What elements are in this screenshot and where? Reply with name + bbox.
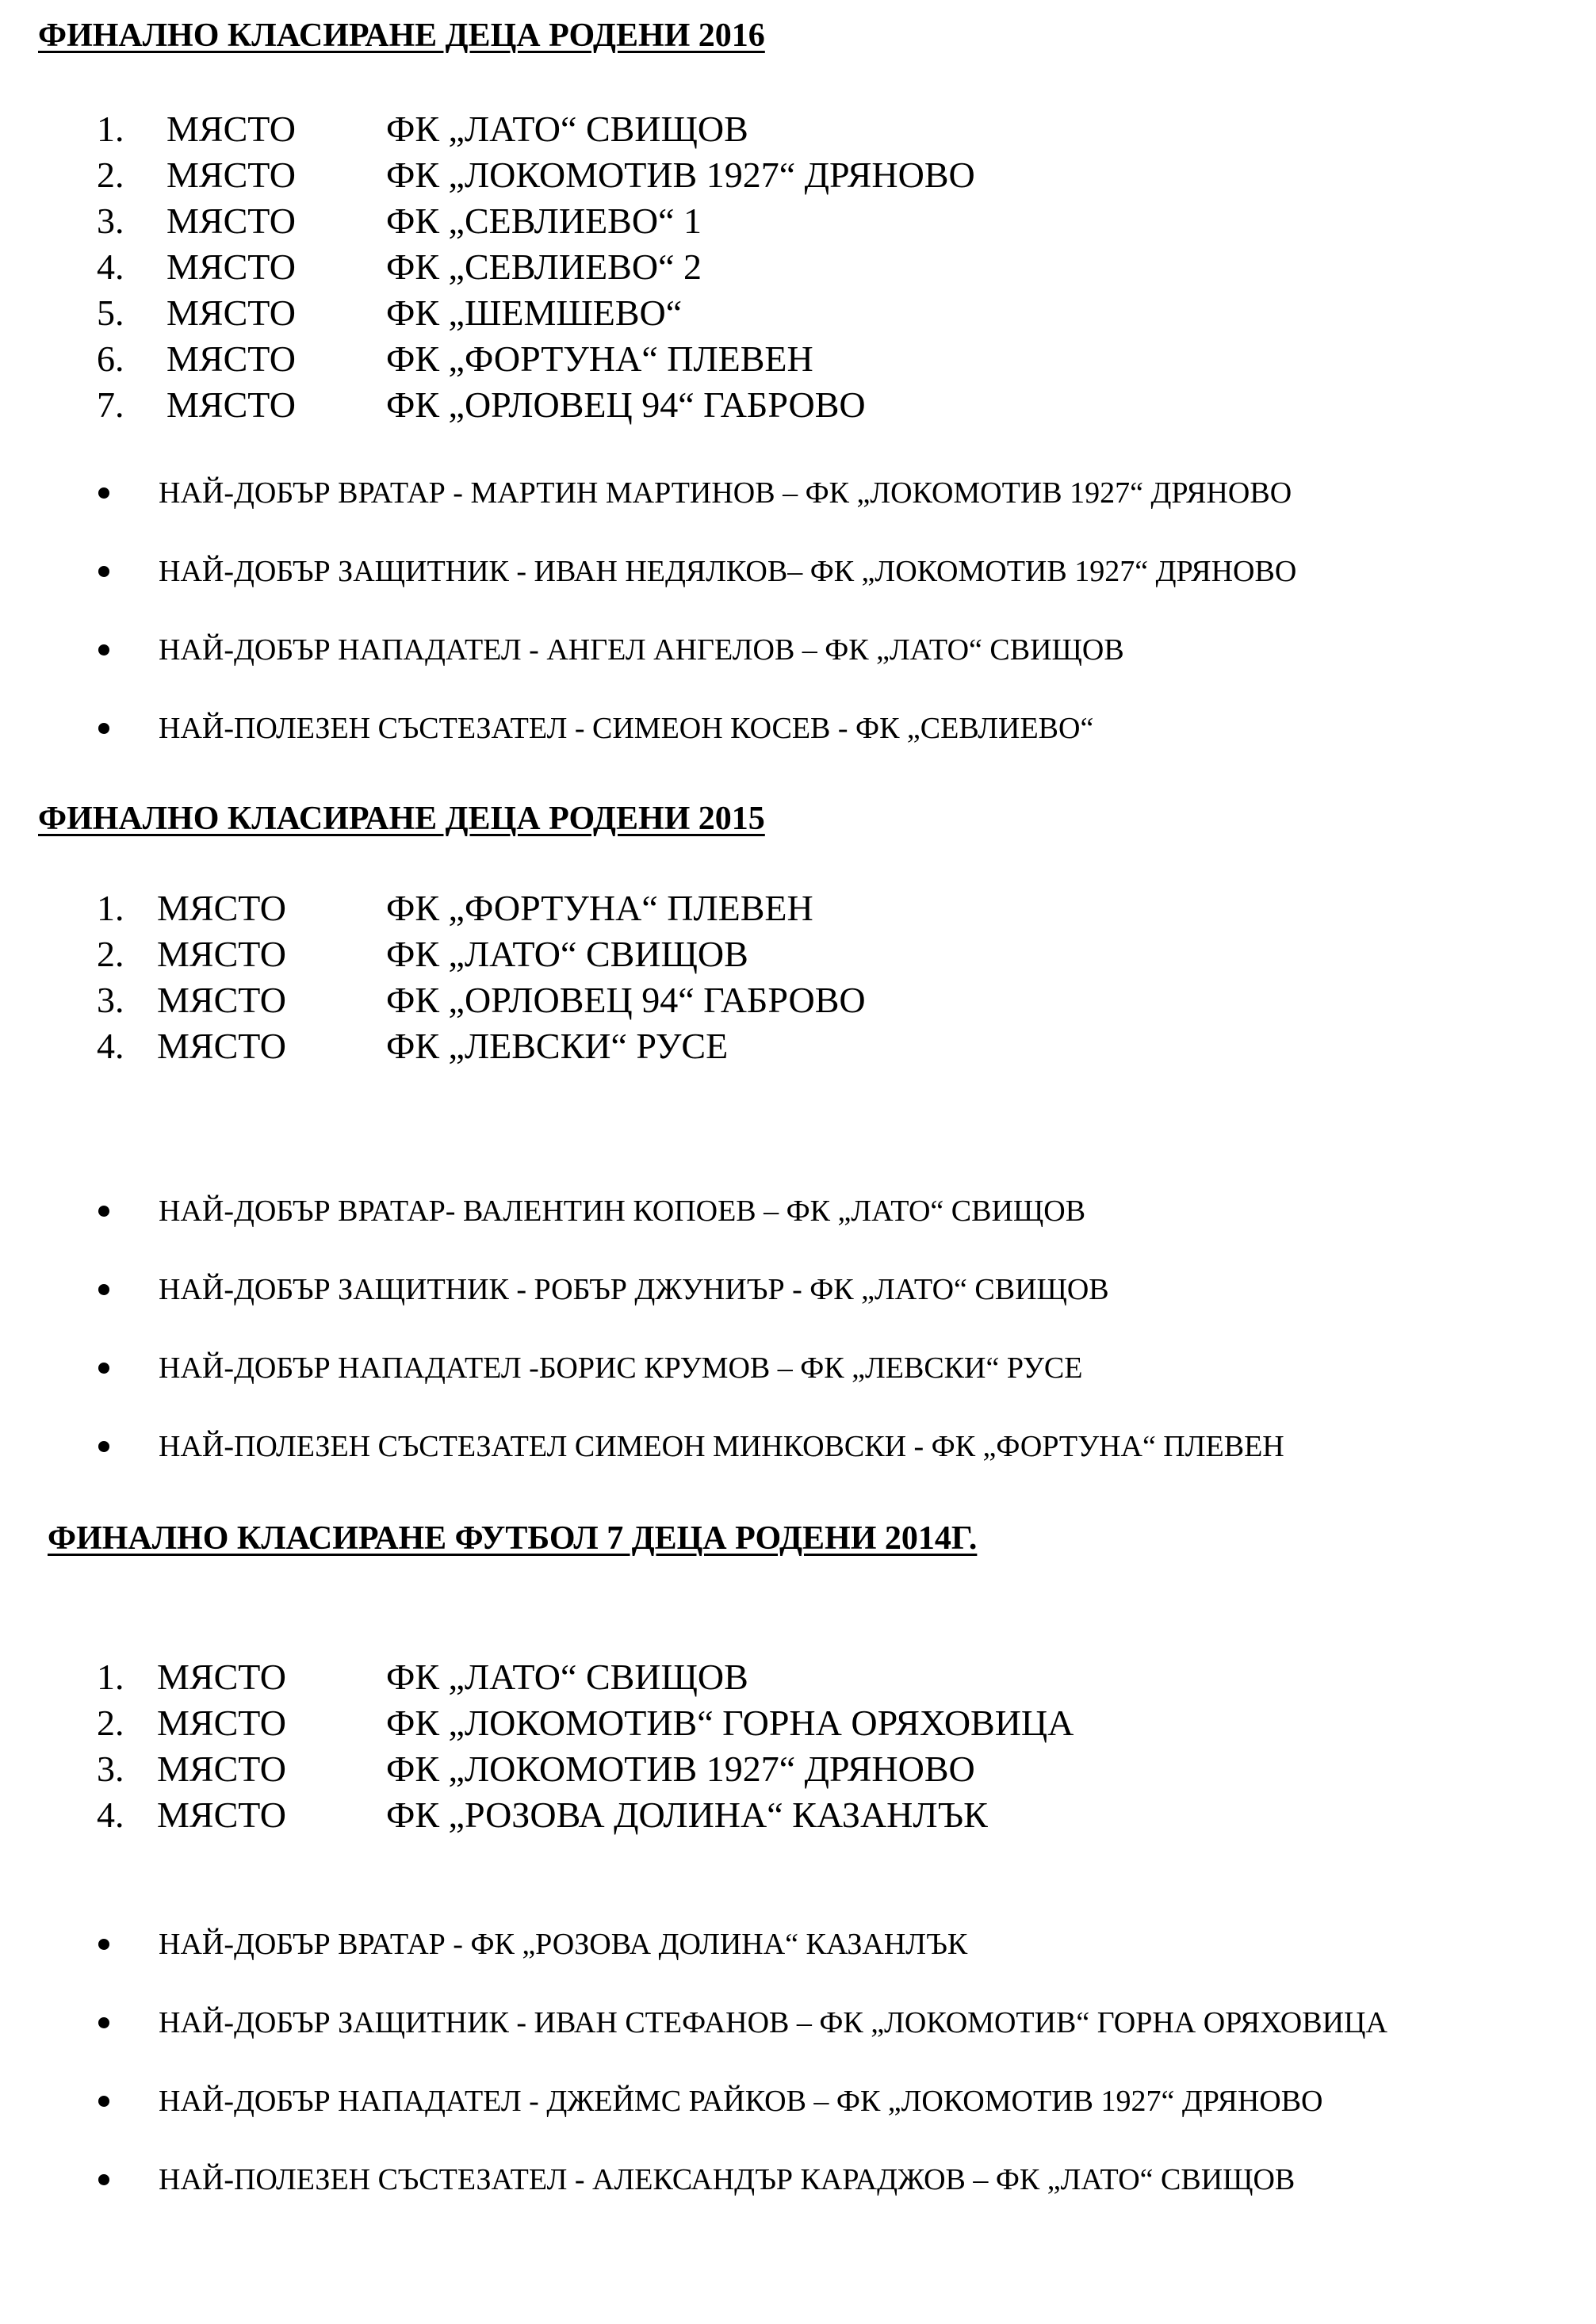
rank-team: ФК „ЛОКОМОТИВ“ ГОРНА ОРЯХОВИЦА [386, 1703, 1074, 1743]
section-title: ФИНАЛНО КЛАСИРАНЕ ФУТБОЛ 7 ДЕЦА РОДЕНИ 2014Г. [48, 1520, 978, 1557]
bullet-icon [98, 566, 109, 577]
rank-place-label: МЯСТО [166, 201, 296, 241]
rank-team: ФК „СЕВЛИЕВО“ 2 [386, 247, 702, 287]
section-title: ФИНАЛНО КЛАСИРАНЕ ДЕЦА РОДЕНИ 2016 [38, 17, 765, 54]
bullet-icon [98, 723, 109, 734]
rank-place-label: МЯСТО [157, 980, 286, 1020]
rank-number: 6. [97, 338, 124, 379]
award-text: НАЙ-ДОБЪР НАПАДАТЕЛ - ДЖЕЙМС РАЙКОВ – ФК „ЛОКОМОТИВ 1927“ ДРЯНОВО [159, 2085, 1323, 2118]
rank-team: ФК „ФОРТУНА“ ПЛЕВЕН [386, 338, 813, 379]
bullet-icon [98, 644, 109, 656]
rank-place-label: МЯСТО [157, 1657, 286, 1697]
rank-place-label: МЯСТО [157, 1026, 286, 1066]
rank-place-label: МЯСТО [157, 934, 286, 974]
award-text: НАЙ-ПОЛЕЗЕН СЪСТЕЗАТЕЛ СИМЕОН МИНКОВСКИ - ФК „ФОРТУНА“ ПЛЕВЕН [159, 1430, 1284, 1463]
rank-place-label: МЯСТО [166, 338, 296, 379]
rank-number: 4. [97, 1026, 124, 1066]
rank-number: 4. [97, 1795, 124, 1835]
award-text: НАЙ-ДОБЪР ЗАЩИТНИК - РОБЪР ДЖУНИЪР - ФК „ЛАТО“ СВИЩОВ [159, 1273, 1109, 1306]
rank-number: 2. [97, 155, 124, 195]
rank-number: 1. [97, 109, 124, 149]
rank-number: 4. [97, 247, 124, 287]
rank-place-label: МЯСТО [166, 247, 296, 287]
rank-team: ФК „ЛАТО“ СВИЩОВ [386, 109, 748, 149]
rank-place-label: МЯСТО [166, 155, 296, 195]
rank-place-label: МЯСТО [157, 1795, 286, 1835]
bullet-icon [98, 487, 109, 499]
rank-number: 2. [97, 1703, 124, 1743]
rank-team: ФК „ЛЕВСКИ“ РУСЕ [386, 1026, 729, 1066]
rank-place-label: МЯСТО [166, 292, 296, 333]
rank-number: 1. [97, 888, 124, 928]
rank-place-label: МЯСТО [157, 1749, 286, 1789]
rank-number: 3. [97, 201, 124, 241]
rank-team: ФК „ФОРТУНА“ ПЛЕВЕН [386, 888, 813, 928]
rank-team: ФК „ЛАТО“ СВИЩОВ [386, 1657, 748, 1697]
rank-place-label: МЯСТО [166, 384, 296, 425]
rank-place-label: МЯСТО [157, 1703, 286, 1743]
rank-team: ФК „ОРЛОВЕЦ 94“ ГАБРОВО [386, 980, 866, 1020]
rank-team: ФК „ШЕМШЕВО“ [386, 292, 683, 333]
award-text: НАЙ-ПОЛЕЗЕН СЪСТЕЗАТЕЛ - СИМЕОН КОСЕВ - ФК „СЕВЛИЕВО“ [159, 712, 1094, 745]
rank-team: ФК „РОЗОВА ДОЛИНА“ КАЗАНЛЪК [386, 1795, 988, 1835]
rank-number: 5. [97, 292, 124, 333]
rank-place-label: МЯСТО [166, 109, 296, 149]
section-title: ФИНАЛНО КЛАСИРАНЕ ДЕЦА РОДЕНИ 2015 [38, 801, 765, 837]
rank-team: ФК „ЛАТО“ СВИЩОВ [386, 934, 748, 974]
award-text: НАЙ-ДОБЪР ВРАТАР - МАРТИН МАРТИНОВ – ФК „ЛОКОМОТИВ 1927“ ДРЯНОВО [159, 476, 1292, 510]
rank-number: 3. [97, 980, 124, 1020]
award-text: НАЙ-ПОЛЕЗЕН СЪСТЕЗАТЕЛ - АЛЕКСАНДЪР КАРАДЖОВ – ФК „ЛАТО“ СВИЩОВ [159, 2163, 1296, 2196]
bullet-icon [98, 1441, 109, 1452]
award-text: НАЙ-ДОБЪР НАПАДАТЕЛ -БОРИС КРУМОВ – ФК „ЛЕВСКИ“ РУСЕ [159, 1351, 1083, 1385]
rank-team: ФК „ЛОКОМОТИВ 1927“ ДРЯНОВО [386, 155, 975, 195]
bullet-icon [98, 1939, 109, 1950]
award-text: НАЙ-ДОБЪР ЗАЩИТНИК - ИВАН СТЕФАНОВ – ФК „ЛОКОМОТИВ“ ГОРНА ОРЯХОВИЦА [159, 2006, 1387, 2039]
bullet-icon [98, 2096, 109, 2107]
bullet-icon [98, 1284, 109, 1295]
rank-number: 3. [97, 1749, 124, 1789]
award-text: НАЙ-ДОБЪР НАПАДАТЕЛ - АНГЕЛ АНГЕЛОВ – ФК „ЛАТО“ СВИЩОВ [159, 633, 1124, 667]
rank-number: 2. [97, 934, 124, 974]
rank-team: ФК „ОРЛОВЕЦ 94“ ГАБРОВО [386, 384, 866, 425]
rank-number: 1. [97, 1657, 124, 1697]
award-text: НАЙ-ДОБЪР ВРАТАР- ВАЛЕНТИН КОПОЕВ – ФК „ЛАТО“ СВИЩОВ [159, 1194, 1086, 1228]
bullet-icon [98, 1363, 109, 1374]
rank-place-label: МЯСТО [157, 888, 286, 928]
bullet-icon [98, 2017, 109, 2028]
bullet-icon [98, 2174, 109, 2185]
rank-team: ФК „ЛОКОМОТИВ 1927“ ДРЯНОВО [386, 1749, 975, 1789]
rank-number: 7. [97, 384, 124, 425]
bullet-icon [98, 1206, 109, 1217]
award-text: НАЙ-ДОБЪР ЗАЩИТНИК - ИВАН НЕДЯЛКОВ– ФК „ЛОКОМОТИВ 1927“ ДРЯНОВО [159, 555, 1297, 588]
rank-team: ФК „СЕВЛИЕВО“ 1 [386, 201, 702, 241]
award-text: НАЙ-ДОБЪР ВРАТАР - ФК „РОЗОВА ДОЛИНА“ КАЗАНЛЪК [159, 1928, 968, 1961]
